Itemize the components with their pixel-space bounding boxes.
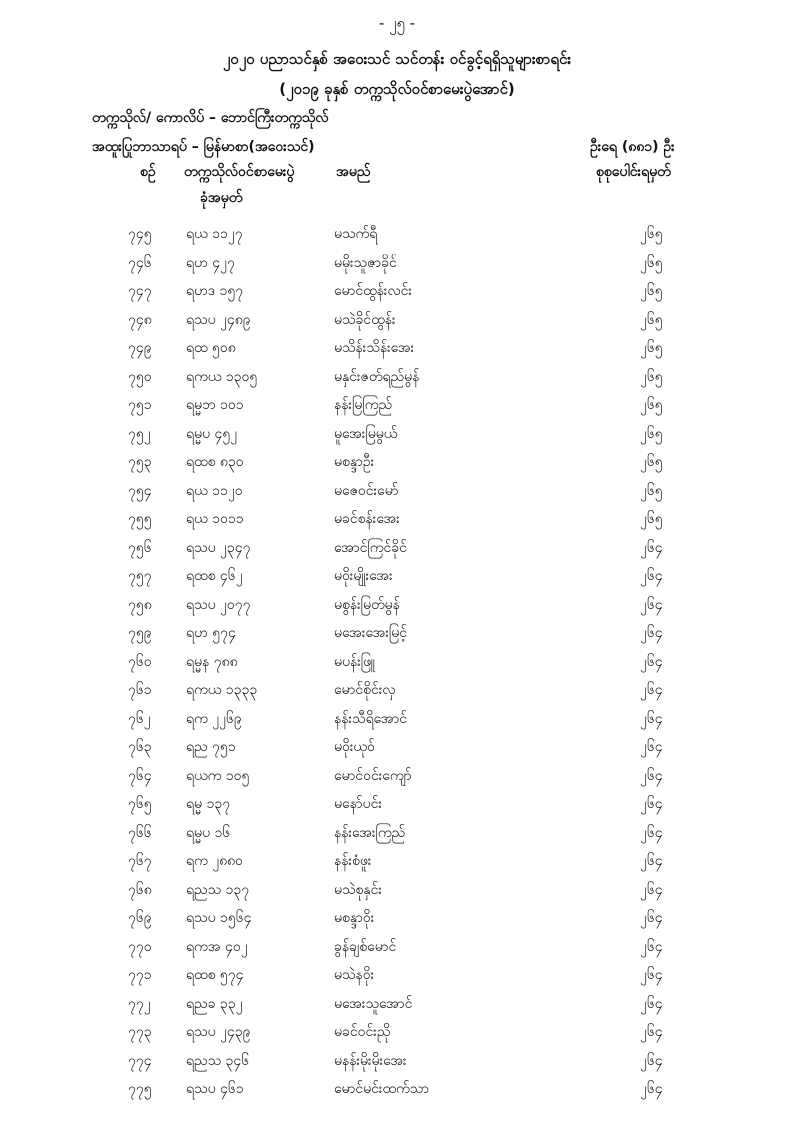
total-score: ၂၆၄: [640, 739, 663, 755]
student-name: မအေးသူအောင်: [334, 995, 413, 1012]
row-number: ၇၆၈: [128, 881, 152, 898]
total-score: ၂၆၄: [640, 539, 663, 556]
student-name: မစန္ဒာဦး: [334, 454, 375, 470]
table-row: [0, 595, 794, 624]
roll-number: ရယ ၁၁၂၀: [186, 482, 243, 499]
table-row: [0, 908, 794, 937]
row-number: ၇၆၂: [128, 710, 151, 727]
total-score: ၂၆၄: [640, 938, 663, 955]
total-score: ၂၆၅: [640, 454, 663, 470]
total-score: ၂၆၄: [640, 1052, 663, 1069]
student-name: မခင်ဝင်းညို: [334, 1024, 391, 1040]
total-score: ၂၆၄: [640, 1024, 663, 1040]
column-header-name: အမည်: [336, 164, 371, 180]
total-score: ၂၆၄: [640, 910, 663, 926]
total-score: ၂၆၄: [640, 625, 663, 641]
total-score: ၂၆၄: [640, 653, 663, 670]
table-row: [0, 880, 794, 909]
table-row: [0, 737, 794, 766]
roll-number: ရသပ ၁၅၆၄: [186, 910, 252, 926]
roll-number: ရမ္မပ ၁၆: [186, 824, 231, 841]
roll-number: ရဟဒ ၁၅၇: [186, 283, 244, 299]
student-name: မဇေဝင်းမော်: [334, 482, 399, 499]
row-number: ၇၅၄: [128, 482, 152, 499]
row-number: ၇၆၅: [128, 796, 152, 812]
roll-number: ရကယ ၁၃၃၃: [186, 682, 258, 698]
row-number: ၇၇၄: [128, 1052, 152, 1069]
table-row: [0, 794, 794, 823]
table-row: [0, 652, 794, 681]
column-header-roll: တက္ကသိုလ်ဝင်စာမေးပွဲ: [184, 164, 295, 180]
table-row: [0, 1051, 794, 1080]
student-name: နန်းသီရိအောင်: [334, 710, 408, 727]
roll-number: ရသပ ၂၀၇၇: [186, 596, 251, 613]
roll-number: ရကအ ၄၀၂: [186, 938, 248, 955]
row-number: ၇၇၅: [128, 1081, 152, 1097]
total-score: ၂၆၅: [640, 226, 663, 242]
roll-number: ရက ၂၈၈၀: [186, 853, 243, 869]
row-number: ၇၅၈: [128, 596, 152, 613]
total-score: ၂၆၄: [640, 853, 663, 869]
total-score: ၂၆၅: [640, 511, 663, 527]
table-row: [0, 680, 794, 709]
student-name: မသဲစုနှင်း: [334, 881, 382, 898]
roll-number: ရက ၂၂၆၉: [186, 710, 242, 727]
row-number: ၇၆၃: [128, 739, 152, 755]
roll-number: ရညသ ၃၄၆: [186, 1052, 250, 1069]
total-score: ၂၆၄: [640, 1081, 663, 1097]
roll-number: ရမ္မပ ၄၅၂: [186, 425, 238, 442]
student-name: မသဲခိုင်ထွန်း: [334, 311, 396, 328]
total-score: ၂၆၄: [640, 967, 663, 983]
roll-number: ရည ၇၅၁: [186, 739, 236, 755]
table-row: [0, 253, 794, 282]
row-number: ၇၆၇: [128, 853, 152, 869]
table-row: [0, 994, 794, 1023]
row-number: ၇၇၂: [128, 995, 151, 1012]
student-name: မမိုးသူဇာခိုင်: [334, 254, 397, 271]
roll-number: ရထ ၅၀၈: [186, 340, 236, 356]
student-name: မခင်စန်းအေး: [334, 511, 400, 527]
student-name: မအေးအေးမြင့်: [334, 625, 408, 641]
roll-number: ရညခ ၃၃၂: [186, 995, 243, 1012]
roll-number: ရဟ ၅၇၄: [186, 625, 236, 641]
table-row: [0, 367, 794, 396]
roll-number: ရသပ ၄၆၁: [186, 1081, 244, 1097]
row-number: ၇၆၆: [128, 824, 152, 841]
roll-number: ရယက ၁၀၅: [186, 767, 250, 784]
total-score: ၂၆၄: [640, 568, 663, 584]
row-number: ၇၅၂: [128, 425, 151, 442]
student-name: မပန်းဖြူ: [334, 653, 376, 670]
table-row: [0, 623, 794, 652]
table-row: [0, 965, 794, 994]
student-name: မသိန်းသိန်းအေး: [334, 340, 415, 356]
roll-number: ရသပ ၂၄၈၉: [186, 311, 251, 328]
row-number: ၇၅၇: [128, 568, 152, 584]
student-name: ခွန်ချစ်မောင်: [334, 938, 397, 955]
table-row: [0, 1022, 794, 1051]
total-score: ၂၆၅: [640, 311, 663, 328]
table-row: [0, 766, 794, 795]
page-number: - ၂၅ -: [378, 14, 416, 32]
total-count: ဦးရေ (၈၈၁) ဦး: [590, 139, 675, 155]
row-number: ၇၆၄: [128, 767, 152, 784]
total-score: ၂၆၅: [640, 340, 663, 356]
row-number: ၇၆၀: [128, 653, 152, 670]
total-score: ၂၆၄: [640, 824, 663, 841]
total-score: ၂၆၄: [640, 767, 663, 784]
student-name: မောင်ဝင်းကျော်: [334, 767, 412, 784]
row-number: ၇၇၁: [128, 967, 152, 983]
student-name: မစန္ဒာဝိုး: [334, 910, 375, 926]
roll-number: ရယ ၁၁၂၇: [186, 226, 243, 242]
column-header-score: စုစုပေါင်းရမှတ်: [596, 164, 671, 180]
row-number: ၇၅၁: [128, 397, 152, 413]
table-row: [0, 310, 794, 339]
table-row: [0, 566, 794, 595]
row-number: ၇၄၉: [128, 340, 152, 356]
roll-number: ရထစ ၄၆၂: [186, 568, 243, 584]
column-header-no: စဉ်: [140, 164, 156, 180]
student-name: မောင်ထွန်းလင်း: [334, 283, 412, 299]
table-row: [0, 538, 794, 567]
student-name: မသဲနဝိုး: [334, 967, 375, 983]
student-name: မူအေးမြမွယ်: [334, 425, 398, 442]
column-header-roll-line2: ခုံအမှတ်: [200, 190, 243, 206]
student-name: မဝိုးယုဝ်: [334, 739, 375, 755]
student-name: မနန်းမိုးမိုးအေး: [334, 1052, 407, 1069]
student-name: မနော်ပင်း: [334, 796, 382, 812]
total-score: ၂၆၅: [640, 368, 663, 385]
student-name: အောင်ကြင်ခိုင်: [334, 539, 407, 556]
table-row: [0, 281, 794, 310]
university-line: တက္ကသိုလ်/ ကောလိပ် – ဘောင်ကြီးတက္ကသိုလ်: [92, 110, 329, 126]
roll-number: ရဟ ၄၂၇: [186, 254, 235, 271]
roll-number: ရယ ၁၀၁၁: [186, 511, 244, 527]
total-score: ၂၆၄: [640, 710, 663, 727]
results-table: [0, 224, 794, 1108]
student-name: မဝိုးမျိုးအေး: [334, 568, 393, 584]
student-name: မသက်ရီ: [334, 226, 378, 242]
total-score: ၂၆၅: [640, 482, 663, 499]
table-row: [0, 823, 794, 852]
table-row: [0, 1079, 794, 1108]
total-score: ၂၆၄: [640, 881, 663, 898]
total-score: ၂၆၅: [640, 425, 663, 442]
table-row: [0, 395, 794, 424]
roll-number: ရညသ ၁၃၇: [186, 881, 250, 898]
total-score: ၂၆၅: [640, 254, 663, 271]
row-number: ၇၅၃: [128, 454, 152, 470]
row-number: ၇၄၅: [128, 226, 152, 242]
row-number: ၇၅၅: [128, 511, 152, 527]
row-number: ၇၅၀: [128, 368, 152, 385]
roll-number: ရမ္မဘ ၁၀၁: [186, 397, 244, 413]
total-score: ၂၆၄: [640, 596, 663, 613]
total-score: ၂၆၄: [640, 796, 663, 812]
document-title: ၂၀၂၀ ပညာသင်နှစ် အဝေးသင် သင်တန်း ဝင်ခွင့်ရရှိသူများစာရင်း: [222, 50, 572, 68]
table-row: [0, 851, 794, 880]
roll-number: ရမ္မ ၁၃၇: [186, 796, 231, 812]
row-number: ၇၄၆: [128, 254, 152, 271]
table-row: [0, 224, 794, 253]
row-number: ၇၅၉: [128, 625, 152, 641]
total-score: ၂၆၅: [640, 283, 663, 299]
row-number: ၇၆၉: [128, 910, 152, 926]
row-number: ၇၇၀: [128, 938, 152, 955]
row-number: ၇၇၃: [128, 1024, 152, 1040]
table-row: [0, 481, 794, 510]
table-row: [0, 937, 794, 966]
student-name: နန်းစံဖူး: [334, 853, 372, 869]
subject-line: အထူးပြုဘာသာရပ် – မြန်မာစာ(အဝေးသင်): [92, 139, 315, 155]
total-score: ၂၆၄: [640, 995, 663, 1012]
roll-number: ရကယ ၁၃၀၅: [186, 368, 258, 385]
student-name: မောင်မင်းထက်သာ: [334, 1081, 429, 1097]
roll-number: ရသပ ၂၃၄၇: [186, 539, 251, 556]
student-name: မစွန်းမြတ်မွန်: [334, 596, 400, 613]
table-row: [0, 424, 794, 453]
roll-number: ရထစ ၅၇၄: [186, 967, 244, 983]
table-row: [0, 709, 794, 738]
row-number: ၇၆၁: [128, 682, 152, 698]
roll-number: ရထစ ၈၃၀: [186, 454, 244, 470]
roll-number: ရမ္မန ၇၈၈: [186, 653, 238, 670]
table-row: [0, 509, 794, 538]
roll-number: ရသပ ၂၄၃၉: [186, 1024, 251, 1040]
student-name: မနှင်းဇတ်ရည်မွန်: [334, 368, 420, 385]
document-subtitle: (၂၀၁၉ ခုနှစ် တက္ကသိုလ်ဝင်စာမေးပွဲအောင်): [279, 80, 515, 98]
table-row: [0, 338, 794, 367]
total-score: ၂၆၄: [640, 682, 663, 698]
student-name: နန်းအေးကြည်: [334, 824, 406, 841]
student-name: နန်းမြကြည်: [334, 397, 392, 413]
table-row: [0, 452, 794, 481]
student-name: မောင်စိုင်းလှ: [334, 682, 396, 698]
total-score: ၂၆၅: [640, 397, 663, 413]
row-number: ၇၄၈: [128, 311, 152, 328]
row-number: ၇၄၇: [128, 283, 152, 299]
row-number: ၇၅၆: [128, 539, 152, 556]
